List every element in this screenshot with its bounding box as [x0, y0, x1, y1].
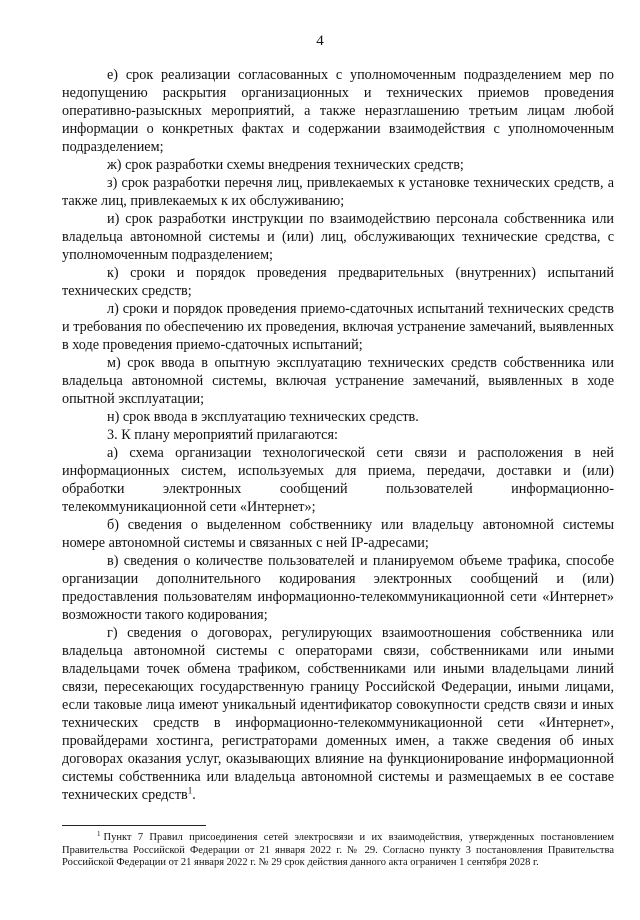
attachment-v: в) сведения о количестве пользователей и планируемом объеме трафика, способе организации дополнительного кодирования электронных сообщений и (или) предоставления пользователям информационно-телекоммуникационной сети «Интернет» возможности такого кодирования;: [62, 553, 614, 623]
page-number: 4: [316, 33, 324, 49]
document-body: [62, 66, 614, 804]
footnote-reference[interactable]: 1: [187, 785, 193, 796]
attachment-g-text: г) сведения о договорах, регулирующих взаимоотношения собственника или владельца автономной системы с операторами связи, собственниками или иными владельцами точек обмена трафиком, собственниками или иными владельцами линий связи, пересекающих государственную границу Российской Федерации, иными лицами, если таковые лица имеют уникальный идентификатор совокупности средств связи и иных технических средств в информационно-телекоммуникационной сети «Интернет», провайдерами хостинга, регистраторами доменных имен, а также сведения об иных договорах оказания услуг, оказывающих влияние на функционирование информационной системы собственника или владельца автономной системы и размещаемых в ее составе технических средств: [62, 625, 614, 803]
paragraph-i: и) срок разработки инструкции по взаимодействию персонала собственника или владельца автономной системы и (или) лиц, обслуживающих технические средства, с уполномоченным подразделением;: [62, 211, 614, 263]
footnote-mark: 1: [97, 829, 101, 838]
attachment-b: б) сведения о выделенном собственнику или владельцу автономной системы номере автономной системы и связанных с ней IP-адресами;: [62, 517, 614, 551]
paragraph-e: е) срок реализации согласованных с уполномоченным подразделением мер по недопущению раскрытия организационных и технических приемов проведения оперативно-разыскных мероприятий, а также неразглашению третьим лицам любой информации о конкретных фактах и содержании взаимодействия с уполномоченным подразделением;: [62, 67, 614, 155]
footnote: [62, 829, 614, 870]
section-3-heading: 3. К плану мероприятий прилагаются:: [107, 427, 338, 443]
paragraph-z: з) срок разработки перечня лиц, привлекаемых к установке технических средств, а также лиц, привлекаемых к их обслуживанию;: [62, 175, 614, 209]
attachment-g-end: .: [192, 787, 196, 803]
footnote-text: Пункт 7 Правил присоединения сетей электросвязи и их взаимодействия, утвержденных постановлением Правительства Российской Федерации от 21 января 2022 г. № 29. Согласно пункту 3 постановления Правительства Российской Федерации от 21 января 2022 г. № 29 срок действия данного акта ограничен 1 сентября 2028 г.: [62, 832, 614, 868]
paragraph-zh: ж) срок разработки схемы внедрения технических средств;: [107, 157, 464, 173]
paragraph-k: к) сроки и порядок проведения предварительных (внутренних) испытаний технических средств;: [62, 265, 614, 299]
paragraph-l: л) сроки и порядок проведения приемо-сдаточных испытаний технических средств и требования по обеспечению их проведения, включая устранение замечаний, выявленных в ходе проведения приемо-сдаточных испытаний;: [62, 301, 614, 353]
attachment-g: [62, 624, 614, 804]
footnote-separator: [62, 825, 206, 826]
attachment-a: а) схема организации технологической сети связи и расположения в ней информационных систем, используемых для приема, передачи, доставки и (или) обработки электронных сообщений пользователей информационно-телекоммуникационной сети «Интернет»;: [62, 445, 614, 515]
paragraph-n: н) срок ввода в эксплуатацию технических средств.: [107, 409, 419, 425]
paragraph-m: м) срок ввода в опытную эксплуатацию технических средств собственника или владельца автономной системы, включая устранение замечаний, выявленных в ходе опытной эксплуатации;: [62, 355, 614, 407]
